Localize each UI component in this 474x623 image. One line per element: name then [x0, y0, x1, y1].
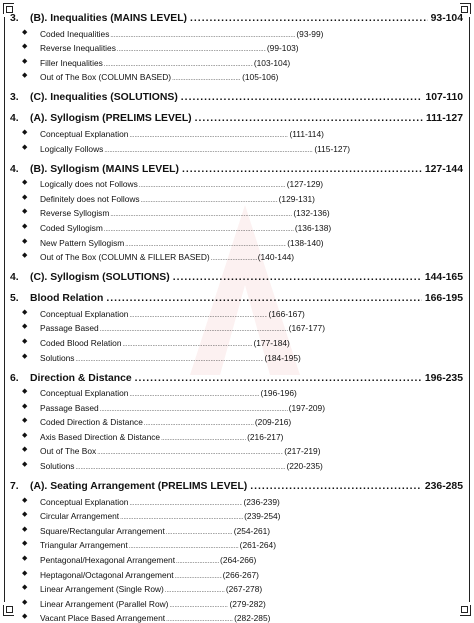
subentry-label: Vacant Place Based Arrangement — [40, 613, 166, 623]
diamond-bullet-icon: ◆ — [22, 323, 28, 331]
dot-leader — [190, 13, 428, 24]
subentry-label: Heptagonal/Octagonal Arrangement — [40, 569, 174, 580]
subentry-label: Coded Inequalities — [40, 28, 110, 39]
diamond-bullet-icon: ◆ — [22, 446, 28, 454]
dot-leader — [176, 559, 219, 565]
toc-subentry — [10, 204, 463, 219]
diamond-bullet-icon: ◆ — [22, 337, 28, 345]
dot-leader — [169, 603, 228, 609]
dot-leader — [181, 92, 423, 103]
subentry-label: Triangular Arrangement — [40, 540, 128, 551]
diamond-bullet-icon: ◆ — [22, 352, 28, 360]
subentry-label: Definitely does not Follows — [40, 193, 140, 204]
toc-subentry — [10, 68, 463, 83]
toc-subentry — [10, 413, 463, 428]
toc-subentry — [10, 124, 463, 139]
toc-subentry — [10, 233, 463, 248]
dot-leader — [173, 272, 422, 283]
diamond-bullet-icon: ◆ — [22, 28, 28, 36]
diamond-bullet-icon: ◆ — [22, 431, 28, 439]
toc-subentry — [10, 139, 463, 154]
dot-leader — [182, 164, 422, 175]
diamond-bullet-icon: ◆ — [22, 402, 28, 410]
diamond-bullet-icon: ◆ — [22, 43, 28, 51]
subentry-page-range: (254-261) — [233, 525, 271, 536]
subentry-page-range: (196-196) — [260, 388, 297, 399]
diamond-bullet-icon: ◆ — [22, 584, 28, 592]
subentry-page-range: (115-127) — [314, 143, 351, 154]
toc-subentry — [10, 218, 463, 233]
dot-leader — [117, 47, 266, 53]
section-page-range: 144-165 — [424, 272, 463, 284]
subentry-page-range: (266-267) — [222, 569, 259, 580]
subentry-page-range: (138-140) — [287, 237, 324, 248]
section-page-range: 111-127 — [426, 113, 463, 125]
diamond-bullet-icon: ◆ — [22, 388, 28, 396]
section-title: (B). Syllogism (MAINS LEVEL) — [30, 163, 179, 175]
subentry-label: Coded Syllogism — [40, 222, 103, 233]
subentry-label: Axis Based Direction & Distance — [40, 431, 161, 442]
toc-section-heading — [10, 268, 463, 283]
toc-subentry — [10, 384, 463, 399]
toc-section-heading — [10, 369, 463, 384]
section-title: (C). Inequalities (SOLUTIONS) — [30, 92, 178, 104]
dot-leader — [100, 327, 288, 333]
subentry-page-range: (197-209) — [288, 402, 325, 413]
subentry-page-range: (279-282) — [229, 598, 266, 609]
subentry-page-range: (132-136) — [293, 208, 330, 219]
diamond-bullet-icon: ◆ — [22, 613, 28, 621]
section-number: 3. — [10, 13, 19, 24]
section-number: 7. — [10, 481, 19, 493]
dot-leader — [104, 227, 294, 233]
dot-leader — [129, 133, 288, 139]
toc-subentry — [10, 189, 463, 204]
subentry-label: Filler Inequalities — [40, 57, 103, 68]
subentry-label: Passage Based — [40, 402, 99, 413]
subentry-label: Circular Arrangement — [40, 511, 120, 522]
toc-section-heading — [10, 88, 463, 103]
dot-leader — [97, 450, 283, 456]
diamond-bullet-icon: ◆ — [22, 57, 28, 65]
subentry-page-range: (129-131) — [278, 193, 315, 204]
section-title: (A). Seating Arrangement (PRELIMS LEVEL) — [30, 481, 248, 493]
subentry-label: Square/Rectangular Arrangement — [40, 525, 165, 536]
dot-leader — [195, 113, 423, 124]
section-number: 6. — [10, 372, 19, 384]
section-page-range: 107-110 — [425, 92, 463, 104]
subentry-label: Linear Arrangement (Single Row) — [40, 584, 164, 595]
dot-leader — [211, 256, 257, 262]
dot-leader — [100, 407, 288, 413]
diamond-bullet-icon: ◆ — [22, 222, 28, 230]
subentry-page-range: (103-104) — [253, 57, 291, 68]
section-number: 4. — [10, 163, 19, 175]
dot-leader — [129, 544, 239, 550]
dot-leader — [250, 481, 422, 492]
toc-subentry — [10, 565, 463, 580]
toc-section-heading — [10, 109, 463, 124]
toc-subentry — [10, 348, 463, 363]
subentry-label: Reverse Inequalities — [40, 43, 116, 54]
toc-subentry — [10, 53, 463, 68]
dot-leader — [135, 373, 422, 384]
subentry-page-range: (111-114) — [289, 128, 324, 139]
subentry-label: Pentagonal/Hexagonal Arrangement — [40, 555, 176, 566]
subentry-label: Out of The Box — [40, 446, 97, 457]
toc-subentry — [10, 550, 463, 565]
subentry-page-range: (216-217) — [247, 431, 284, 442]
toc-section-heading — [10, 160, 463, 175]
subentry-label: Logically does not Follows — [40, 179, 138, 190]
toc-subentry — [10, 248, 463, 263]
dot-leader — [144, 421, 254, 427]
section-title: Blood Relation — [30, 293, 104, 305]
subentry-label: Solutions — [40, 461, 75, 472]
diamond-bullet-icon: ◆ — [22, 237, 28, 245]
subentry-label: Solutions — [40, 352, 75, 363]
section-page-range: 93-104 — [430, 13, 463, 24]
diamond-bullet-icon: ◆ — [22, 555, 28, 563]
toc-subentry — [10, 442, 463, 457]
subentry-page-range: (264-266) — [220, 555, 257, 566]
subentry-label: Coded Blood Relation — [40, 337, 122, 348]
subentry-label: New Pattern Syllogism — [40, 237, 125, 248]
subentry-label: Conceptual Explanation — [40, 308, 129, 319]
dot-leader — [104, 62, 253, 68]
toc-section-heading — [10, 477, 463, 492]
section-title: (B). Inequalities (MAINS LEVEL) — [30, 13, 188, 24]
dot-leader — [165, 588, 225, 594]
subentry-page-range: (127-129) — [286, 179, 324, 190]
section-title: Direction & Distance — [30, 372, 132, 384]
subentry-page-range: (93-99) — [296, 28, 324, 39]
subentry-page-range: (220-235) — [286, 461, 323, 472]
diamond-bullet-icon: ◆ — [22, 72, 28, 80]
section-title: (C). Syllogism (SOLUTIONS) — [30, 272, 170, 284]
subentry-page-range: (105-106) — [242, 72, 279, 83]
dot-leader — [75, 357, 263, 363]
subentry-label: Linear Arrangement (Parallel Row) — [40, 598, 169, 609]
subentry-label: Conceptual Explanation — [40, 496, 129, 507]
section-number: 3. — [10, 92, 19, 104]
dot-leader — [106, 293, 422, 304]
section-number: 5. — [10, 293, 19, 305]
toc-section-heading — [10, 289, 463, 304]
subentry-label: Passage Based — [40, 323, 99, 334]
diamond-bullet-icon: ◆ — [22, 193, 28, 201]
toc-subentry — [10, 609, 463, 623]
table-of-contents — [10, 9, 463, 623]
dot-leader — [110, 33, 295, 39]
subentry-page-range: (136-138) — [294, 222, 332, 233]
subentry-page-range: (236-239) — [243, 496, 280, 507]
diamond-bullet-icon: ◆ — [22, 128, 28, 136]
toc-subentry — [10, 333, 463, 348]
dot-leader — [110, 212, 292, 218]
diamond-bullet-icon: ◆ — [22, 252, 28, 260]
diamond-bullet-icon: ◆ — [22, 308, 28, 316]
subentry-page-range: (184-195) — [264, 352, 301, 363]
toc-subentry — [10, 304, 463, 319]
dot-leader — [166, 617, 233, 623]
section-page-range: 127-144 — [424, 163, 463, 175]
subentry-page-range: (261-264) — [239, 540, 276, 551]
dot-leader — [175, 574, 222, 580]
toc-subentry — [10, 24, 463, 39]
dot-leader — [120, 515, 243, 521]
diamond-bullet-icon: ◆ — [22, 598, 28, 606]
subentry-page-range: (209-216) — [254, 417, 292, 428]
dot-leader — [129, 392, 259, 398]
dot-leader — [125, 242, 286, 248]
section-page-range: 236-285 — [424, 481, 463, 493]
subentry-page-range: (217-219) — [284, 446, 321, 457]
toc-subentry — [10, 319, 463, 334]
diamond-bullet-icon: ◆ — [22, 461, 28, 469]
toc-subentry — [10, 492, 463, 507]
dot-leader — [122, 342, 252, 348]
subentry-page-range: (282-285) — [234, 613, 271, 623]
diamond-bullet-icon: ◆ — [22, 208, 28, 216]
subentry-page-range: (239-254) — [244, 511, 281, 522]
dot-leader — [161, 436, 246, 442]
section-number: 4. — [10, 113, 19, 125]
border-right-line — [469, 17, 470, 602]
toc-section-heading — [10, 9, 463, 24]
toc-subentry — [10, 580, 463, 595]
subentry-page-range: (99-103) — [266, 43, 299, 54]
diamond-bullet-icon: ◆ — [22, 179, 28, 187]
subentry-page-range: (267-278) — [225, 584, 263, 595]
subentry-label: Out of The Box (COLUMN & FILLER BASED) — [40, 252, 210, 263]
subentry-page-range: (167-177) — [288, 323, 325, 334]
section-title: (A). Syllogism (PRELIMS LEVEL) — [30, 113, 192, 125]
toc-subentry — [10, 536, 463, 551]
dot-leader — [75, 465, 285, 471]
toc-subentry — [10, 39, 463, 54]
diamond-bullet-icon: ◆ — [22, 525, 28, 533]
diamond-bullet-icon: ◆ — [22, 417, 28, 425]
toc-subentry — [10, 398, 463, 413]
subentry-label: Reverse Syllogism — [40, 208, 110, 219]
toc-subentry — [10, 175, 463, 190]
diamond-bullet-icon: ◆ — [22, 540, 28, 548]
dot-leader — [129, 313, 267, 319]
diamond-bullet-icon: ◆ — [22, 569, 28, 577]
dot-leader — [172, 76, 241, 82]
subentry-label: Coded Direction & Distance — [40, 417, 143, 428]
dot-leader — [104, 148, 313, 154]
subentry-label: Out of The Box (COLUMN BASED) — [40, 72, 172, 83]
dot-leader — [166, 530, 233, 536]
toc-subentry — [10, 594, 463, 609]
diamond-bullet-icon: ◆ — [22, 143, 28, 151]
section-number: 4. — [10, 272, 19, 284]
toc-subentry — [10, 507, 463, 522]
subentry-label: Conceptual Explanation — [40, 388, 129, 399]
diamond-bullet-icon: ◆ — [22, 496, 28, 504]
section-page-range: 196-235 — [424, 372, 463, 384]
subentry-label: Conceptual Explanation — [40, 128, 129, 139]
subentry-page-range: (166-167) — [268, 308, 305, 319]
dot-leader — [141, 198, 278, 204]
dot-leader — [139, 183, 286, 189]
toc-subentry — [10, 456, 463, 471]
subentry-page-range: (140-144) — [257, 252, 295, 263]
diamond-bullet-icon: ◆ — [22, 511, 28, 519]
subentry-label: Logically Follows — [40, 143, 104, 154]
subentry-page-range: (177-184) — [253, 337, 290, 348]
border-left-line — [4, 17, 5, 602]
toc-subentry — [10, 521, 463, 536]
toc-subentry — [10, 427, 463, 442]
section-page-range: 166-195 — [424, 293, 463, 305]
dot-leader — [129, 501, 242, 507]
